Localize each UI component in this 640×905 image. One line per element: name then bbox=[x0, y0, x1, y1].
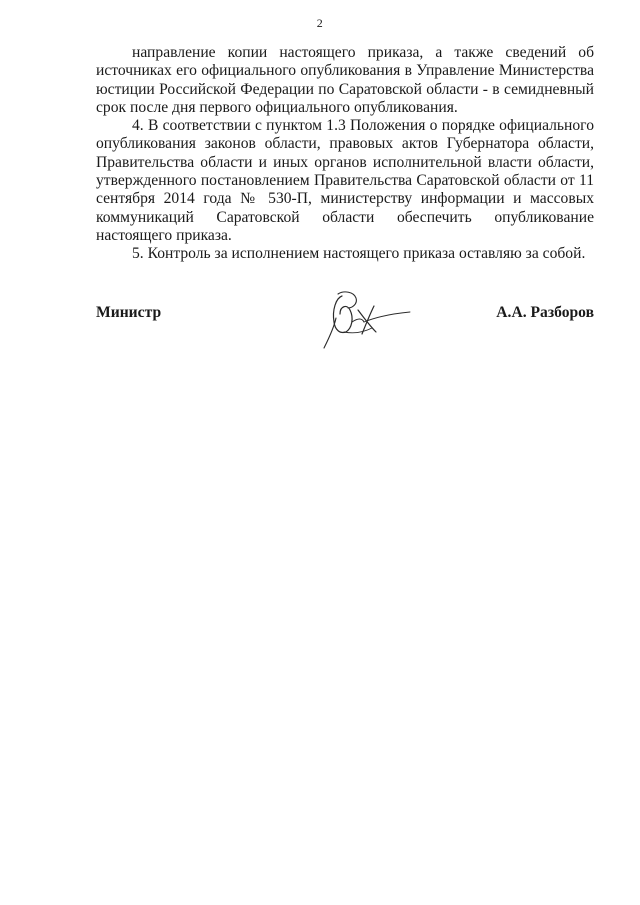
handwritten-signature bbox=[314, 288, 414, 358]
paragraph-item-5: 5. Контроль за исполнением настоящего приказа оставляю за собой. bbox=[132, 245, 586, 263]
document-body bbox=[96, 44, 594, 264]
signature-block bbox=[96, 304, 594, 364]
paragraph-continuation: направление копии настоящего приказа, а также сведений об источниках его официального опубликования в Управление Министерства юстиции Российской Федерации по Саратовской области - в семидневный срок после дня первого официального опубликования. bbox=[96, 44, 594, 116]
signer-name: А.А. Разборов bbox=[496, 304, 594, 321]
page-number: 2 bbox=[316, 16, 324, 30]
signer-position: Министр bbox=[96, 304, 162, 321]
paragraph-item-4: 4. В соответствии с пунктом 1.3 Положения о порядке официального опубликования законов области, правовых актов Губернатора области, Правительства области и иных органов исполнительной власти области, утвержденного постановлением Правительства Саратовской области от 11 сентября 2014 года № 530-П, министерству информации и массовых коммуникаций Саратовской области обеспечить опубликование настоящего приказа. bbox=[96, 117, 594, 244]
